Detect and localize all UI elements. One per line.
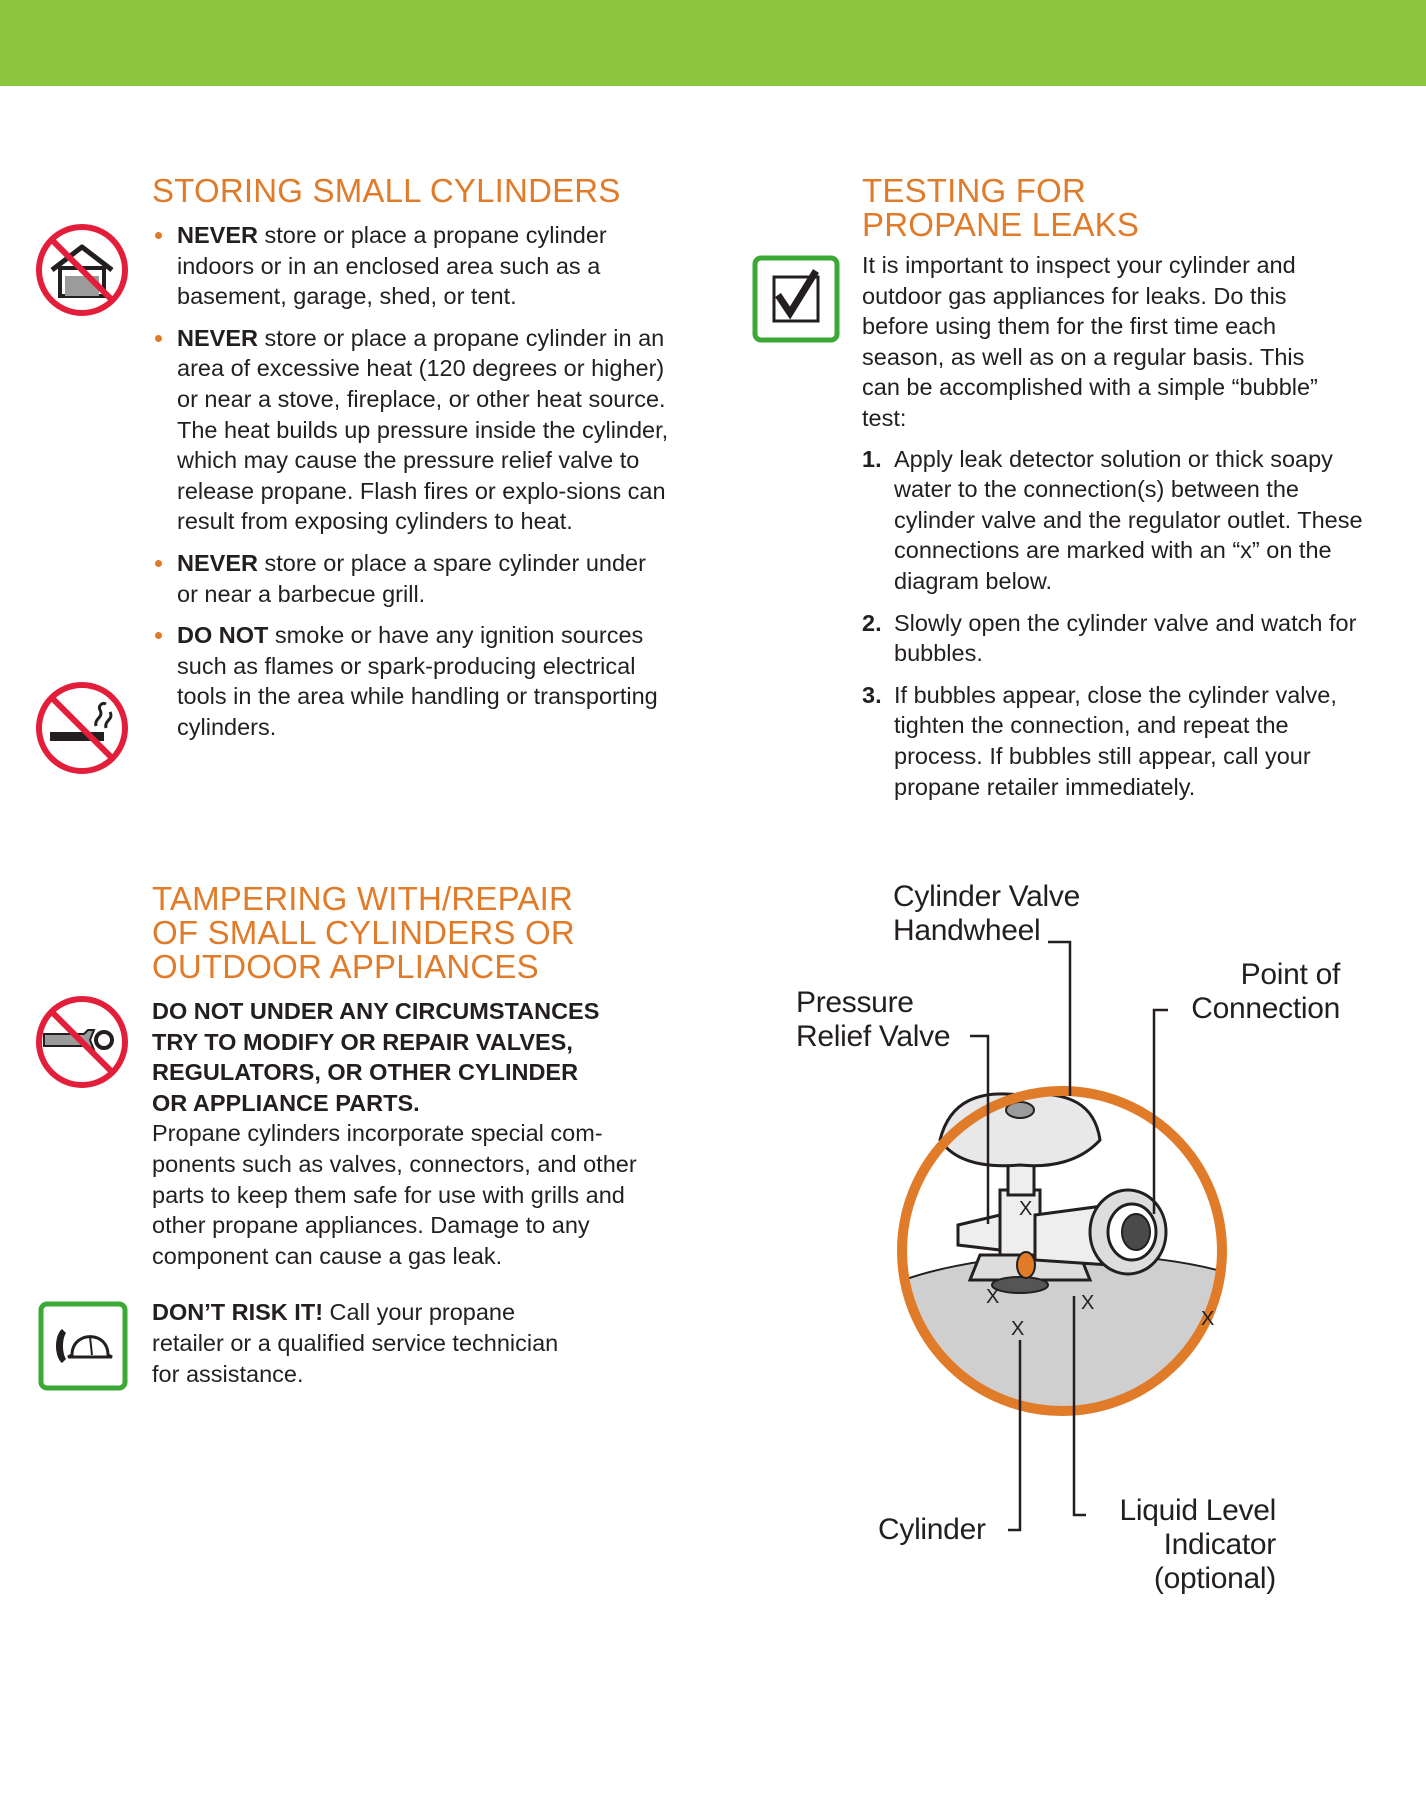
label-line: Point of — [1240, 958, 1340, 991]
call-strong: DON’T RISK IT! — [152, 1299, 324, 1326]
title-line: TAMPERING WITH/REPAIR — [152, 880, 573, 917]
cylinder-label: Cylinder — [878, 1513, 986, 1546]
testing-title — [862, 174, 1372, 242]
no-garage-icon — [34, 222, 130, 318]
list-item — [862, 444, 1372, 597]
tampering-body: Propane cylinders incorporate special com-ponents such as valves, connectors, and other parts to keep them safe for use with grills and other propane appliances. Damage to any component can cause a gas leak. — [152, 1120, 637, 1269]
cylinder-valve-diagram — [780, 870, 1380, 1610]
bullet-text: store or place a propane cylinder indoors or in an enclosed area such as a basement, garage, shed, or tent. — [177, 222, 607, 310]
bullet-text: store or place a propane cylinder in an area of excessive heat (120 degrees or higher) or near a stove, fireplace, or other heat source. The heat builds up pressure inside the cylinder, which may cause the pressure relief valve to release propane. Flash fires or explo-sions can result from exposing cylinders to heat. — [177, 324, 669, 535]
storing-section — [152, 174, 672, 754]
list-item — [862, 680, 1372, 802]
bullet-text: smoke or have any ignition sources such as flames or spark-producing electrical tools in the area while handling or transporting cylinders. — [177, 622, 658, 740]
title-line: PROPANE LEAKS — [862, 206, 1140, 243]
list-item — [152, 220, 672, 312]
label-line: Liquid Level — [1119, 1494, 1276, 1527]
step-text: If bubbles appear, close the cylinder valve, tighten the connection, and repeat the process. If bubbles still appear, call your propane retailer immediately. — [894, 681, 1337, 800]
label-line: Connection — [1191, 992, 1340, 1025]
label-line: Relief Valve — [796, 1020, 951, 1053]
relief-valve-label — [796, 986, 950, 1054]
leak-mark: X — [1011, 1318, 1025, 1340]
step-text: Slowly open the cylinder valve and watch for bubbles. — [894, 609, 1357, 667]
bullet-strong: NEVER — [177, 324, 258, 351]
label-line: Handwheel — [893, 914, 1041, 947]
testing-steps — [862, 444, 1372, 803]
leak-mark: X — [1201, 1308, 1215, 1330]
liquid-level-label — [1090, 1494, 1276, 1596]
bullet-strong: DO NOT — [177, 622, 269, 649]
testing-intro: It is important to inspect your cylinder and outdoor gas appliances for leaks. Do this before using them for the first time each season, as well as on a regular basis. This can be accomplished with a simple “bubble” test: — [862, 252, 1318, 431]
warning-line: TRY TO MODIFY OR REPAIR VALVES, — [152, 1028, 573, 1055]
list-item — [152, 620, 672, 742]
list-item — [152, 548, 672, 609]
tampering-warning — [152, 996, 672, 1118]
phone-technician-icon — [38, 1301, 128, 1391]
warning-line: REGULATORS, OR OTHER CYLINDER — [152, 1059, 579, 1086]
no-wrench-icon — [34, 994, 130, 1090]
leak-mark: X — [1081, 1292, 1095, 1314]
connection-label — [1170, 958, 1340, 1026]
warning-line: OR APPLIANCE PARTS. — [152, 1089, 420, 1116]
checkbox-icon — [752, 255, 840, 343]
leak-mark: X — [986, 1286, 1000, 1308]
tampering-title — [152, 882, 672, 984]
tampering-section — [152, 882, 672, 1389]
title-line: TESTING FOR — [862, 172, 1087, 209]
title-line: OUTDOOR APPLIANCES — [152, 948, 539, 985]
header-bar — [0, 0, 1426, 86]
label-line: (optional) — [1153, 1562, 1276, 1595]
bullet-strong: NEVER — [177, 549, 258, 576]
storing-title: STORING SMALL CYLINDERS — [152, 172, 621, 209]
label-line: Cylinder Valve — [893, 880, 1080, 913]
no-smoking-icon — [34, 680, 130, 776]
storing-bullet-list — [152, 220, 672, 743]
step-number: 3. — [862, 681, 882, 708]
bullet-text: store or place a spare cylinder under or near a barbecue grill. — [177, 549, 646, 607]
warning-line: DO NOT UNDER ANY CIRCUMSTANCES — [152, 998, 600, 1024]
step-number: 1. — [862, 445, 882, 472]
bullet-strong: NEVER — [177, 222, 258, 248]
step-number: 2. — [862, 609, 882, 636]
list-item — [862, 608, 1372, 669]
label-line: Pressure — [796, 986, 914, 1019]
handwheel-label — [893, 880, 1080, 948]
testing-section — [862, 174, 1372, 813]
list-item — [152, 323, 672, 537]
title-line: OF SMALL CYLINDERS OR — [152, 914, 575, 951]
step-text: Apply leak detector solution or thick soapy water to the connection(s) between the cylinder valve and the regulator outlet. These connections are marked with an “x” on the diagram below. — [894, 445, 1363, 594]
call-text: Call your propane retailer or a qualified service technician for assistance. — [152, 1299, 559, 1387]
call-technician-text — [152, 1297, 592, 1389]
label-line: Indicator — [1163, 1528, 1276, 1561]
leak-mark: X — [1019, 1198, 1033, 1220]
